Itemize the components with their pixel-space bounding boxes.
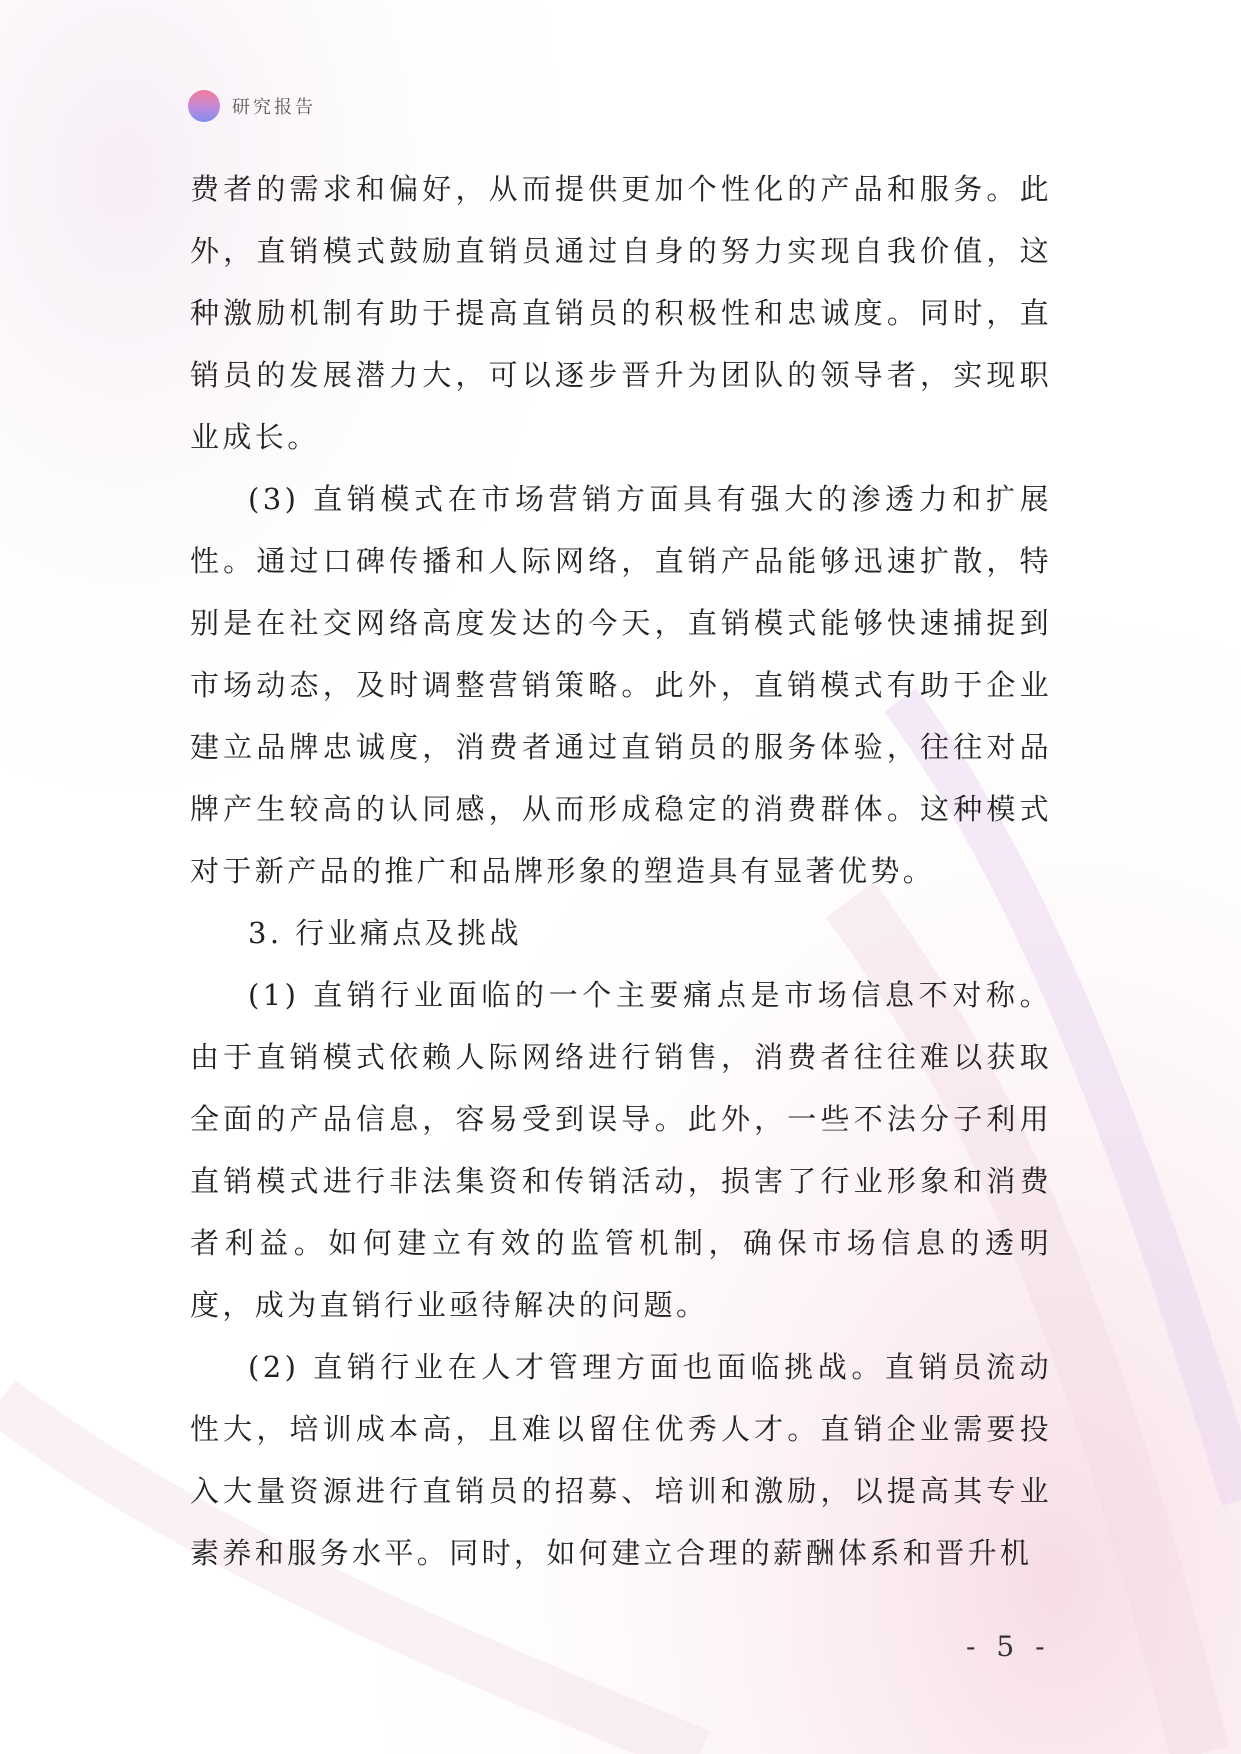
header-title: 研究报告 [232, 97, 316, 118]
paragraph: 费者的需求和偏好，从而提供更加个性化的产品和服务。此外，直销模式鼓励直销员通过自身的努力实现自我价值，这种激励机制有助于提高直销员的积极性和忠诚度。同时，直销员的发展潜力大，可以逐步晋升为团队的领导者，实现职业成长。 [190, 172, 1052, 454]
paragraph: (2) 直销行业在人才管理方面也面临挑战。直销员流动性大，培训成本高，且难以留住优秀人才。直销企业需要投入大量资源进行直销员的招募、培训和激励，以提高其专业素养和服务水平。同时，如何建立合理的薪酬体系和晋升机 [190, 1350, 1052, 1570]
section-heading: 3. 行业痛点及挑战 [248, 916, 522, 950]
page-number: - 5 - [966, 1630, 1051, 1663]
paragraph: (3) 直销模式在市场营销方面具有强大的渗透力和扩展性。通过口碑传播和人际网络，直销产品能够迅速扩散，特别是在社交网络高度发达的今天，直销模式能够快速捕捉到市场动态，及时调整营销策略。此外，直销模式有助于企业建立品牌忠诚度，消费者通过直销员的服务体验，往往对品牌产生较高的认同感，从而形成稳定的消费群体。这种模式对于新产品的推广和品牌形象的塑造具有显著优势。 [190, 482, 1052, 888]
paragraph: (1) 直销行业面临的一个主要痛点是市场信息不对称。由于直销模式依赖人际网络进行销售，消费者往往难以获取全面的产品信息，容易受到误导。此外，一些不法分子利用直销模式进行非法集资和传销活动，损害了行业形象和消费者利益。如何建立有效的监管机制，确保市场信息的透明度，成为直销行业亟待解决的问题。 [190, 978, 1052, 1322]
document-body [190, 158, 1052, 1584]
logo-circle-icon [188, 90, 220, 122]
page-header [188, 88, 316, 124]
